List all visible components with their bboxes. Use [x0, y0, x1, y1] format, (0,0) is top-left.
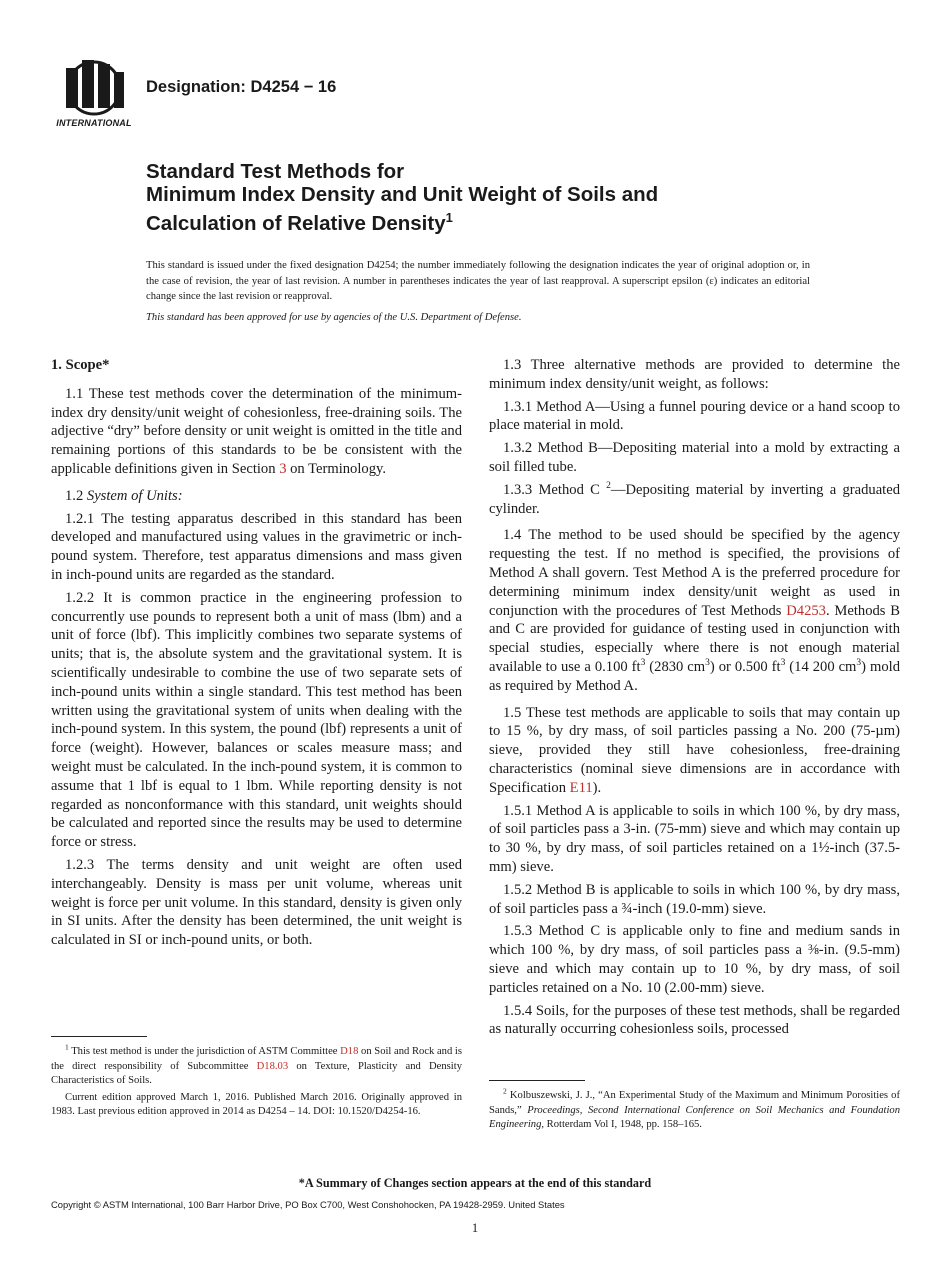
paragraph-1-3: 1.3 Three alternative methods are provided to determine the minimum index density/unit weight, as follows:	[489, 357, 900, 392]
footnote-italic-text: Proceedings, Second International Conference on Soil Mechanics and Foundation Engineering	[489, 1104, 901, 1130]
footnote-1-jurisdiction	[51, 1042, 462, 1089]
superscript: 3	[705, 658, 710, 669]
designation: Designation: D4254 − 16	[146, 78, 337, 96]
superscript: 3	[780, 658, 786, 669]
footnote-divider	[51, 1036, 147, 1037]
title-line-3-text: Calculation of Relative Density	[146, 211, 446, 235]
footnote-text: , Rotterdam Vol I, 1948, pp. 158–165.	[541, 1119, 702, 1130]
paragraph-1-3-1: 1.3.1 Method A—Using a funnel pouring device or a hand scoop to place material in mold.	[489, 398, 900, 434]
paragraph-1-3-3	[489, 481, 900, 519]
section-3-link[interactable]: 3	[279, 460, 287, 477]
paragraph-text: ).	[592, 779, 602, 796]
page-number: 1	[471, 1221, 479, 1235]
title-line-1: Standard Test Methods for	[146, 160, 405, 183]
d18-link[interactable]: D18	[340, 1046, 359, 1057]
paragraph-1-2-2: 1.2.2 It is common practice in the engineering profession to concurrently use pounds to represent both a unit of mass (lbm) and a unit of force (lbf). This implicitly combines two separate systems of units; that is, the absolute system and the gravitational system. It is scientifically undesirable to combine the use of two separate sets of inch-pound units within a single standard. This test method has been written using the gravitational system of units when dealing with the inch-pound system. In this system, the pound (lbf) represents a unit of force (weight). However, balances or scales measure mass; and weight must be calculated. In the inch-pound system, it is common to assume that 1 lbf is equal to 1 lbm. While reporting density is not regarded as nonconformance with this standard, unit weights should be calculated and reported since the results may be used to determine force or stress.	[51, 589, 462, 851]
paragraph-1-5	[489, 704, 900, 798]
footnote-text: on Texture, Plasticity and Density Characteristics of Soils.	[51, 1060, 462, 1086]
right-column	[489, 356, 900, 1043]
footnote-text: on Soil and Rock and is the direct responsibility of Subcommittee	[51, 1046, 462, 1072]
paragraph-text: 1.3.3 Method C	[503, 481, 607, 498]
footnote-1-edition: Current edition approved March 1, 2016. Published March 2016. Originally approved in 1983. Last previous edition approved in 2014 as D4254 – 14. DOI: 10.1520/D4254-16.	[51, 1091, 462, 1117]
paragraph-1-1	[51, 385, 462, 479]
superscript: 3	[856, 658, 862, 669]
superscript: 3	[640, 658, 646, 669]
paragraph-1-5-1: 1.5.1 Method A is applicable to soils in which 100 %, by dry mass, of soil particles pass a 3-in. (75-mm) sieve and which may contain up to 30 %, by dry mass, of soil particles retained on a 1½-inch (37.5-mm) sieve.	[489, 802, 900, 875]
designation-notice: This standard is issued under the fixed designation D4254; the number immediately following the designation indicates the year of original adoption or, in the case of revision, the year of last revision. A number in parentheses indicates the year of last reapproval. A superscript epsilon (ε) indicates an editorial change since the last revision or reapproval.	[146, 260, 810, 302]
footnote-1	[51, 1042, 462, 1122]
left-column	[51, 356, 462, 954]
dod-approval-notice: This standard has been approved for use by agencies of the U.S. Department of Defense.	[146, 312, 522, 323]
paragraph-text: (14 200 cm	[785, 658, 857, 675]
astm-logo-icon	[52, 60, 136, 132]
paragraph-text: 1.4 The method to be used should be specified by the agency requesting the test. If no method is specified, the provisions of Method A shall govern. Test Method A is the preferred procedure for determining minimum index density/unit weight as used in conjunction with the procedures of Test Methods	[489, 527, 900, 619]
footnote-divider	[489, 1080, 585, 1081]
d18-03-link[interactable]: D18.03	[256, 1060, 289, 1072]
paragraph-text: 1.1 These test methods cover the determination of the minimum-index dry density/unit weight of cohesionless, free-draining soils. The adjective “dry” before density or unit weight is omitted in the title and remaining portions of this standards to be be consistent with the applicable definitions given in Section	[51, 385, 462, 477]
paragraph-title: System of Units:	[86, 487, 183, 504]
paragraph-1-5-3: 1.5.3 Method C is applicable only to fine and medium sands in which 100 %, by dry mass, of soil particles pass a ⅜-in. (9.5-mm) sieve and which may contain up to 10 %, by dry mass, of soil particles retained on a No. 10 (2.00-mm) sieve.	[489, 923, 900, 996]
paragraph-1-2-3: 1.2.3 The terms density and unit weight are often used interchangeably. Density is mass per unit volume, whereas unit weight is force per unit volume. In this standard, density is given only in SI units. After the density has been determined, the unit weight is calculated in SI or inch-pound units, or both.	[51, 856, 462, 949]
paragraph-number: 1.2	[65, 487, 87, 504]
title-footnote-mark: 1	[445, 210, 453, 225]
paragraph-1-4	[489, 526, 900, 695]
title-line-3	[146, 206, 866, 235]
document-title	[146, 160, 866, 235]
footnote-2	[489, 1086, 901, 1135]
paragraph-1-5-4: 1.5.4 Soils, for the purposes of these test methods, shall be regarded as naturally occurring cohesionless soils, processed	[489, 1002, 900, 1038]
paragraph-text: —Depositing material by inverting a graduated cylinder.	[489, 481, 900, 517]
paragraph-text: . Methods B and C are provided for guidance of testing used in conjunction with special studies, especially where there is not enough material available to use a 0.100 ft	[489, 602, 900, 675]
paragraph-1-5-2: 1.5.2 Method B is applicable to soils in which 100 %, by dry mass, of soil particles pass a ¾-inch (19.0-mm) sieve.	[489, 881, 900, 917]
logo-wordmark: INTERNATIONAL	[56, 118, 132, 128]
e11-link[interactable]: E11	[569, 779, 593, 796]
paragraph-1-2-1: 1.2.1 The testing apparatus described in this standard has been developed and manufactured using values in the gravimetric or inch-pound system. Therefore, test apparatus dimensions and mass given in inch-pound units are regarded as the standard.	[51, 510, 462, 583]
paragraph-1-2	[51, 487, 462, 506]
footnote-mark: 1	[65, 1042, 69, 1052]
paragraph-text: on Terminology.	[286, 460, 386, 477]
summary-of-changes-note: *A Summary of Changes section appears at the end of this standard	[298, 1176, 652, 1190]
paragraph-text: 1.5 These test methods are applicable to soils that may contain up to 15 %, by dry mass, of soil particles passing a No. 200 (75-µm) sieve, provided they still have cohesionless, free-draining characteristics (nominal sieve dimensions are in accordance with Specification	[489, 704, 900, 796]
footnote-text: Kolbuszewski, J. J., “An Experimental Study of the Maximum and Minimum Porosities of Sands,”	[489, 1090, 900, 1116]
footnote-2-reference	[489, 1086, 901, 1133]
paragraph-1-3-2: 1.3.2 Method B—Depositing material into a mold by extracting a soil filled tube.	[489, 440, 900, 475]
section-heading-scope: 1. Scope*	[51, 357, 110, 373]
footnote-mark: 2	[606, 480, 611, 491]
paragraph-text: ) mold as required by Method A.	[489, 658, 901, 694]
paragraph-text: ) or 0.500 ft	[709, 658, 781, 675]
d4253-link[interactable]: D4253	[786, 602, 826, 619]
footnote-mark: 2	[503, 1086, 507, 1096]
copyright-line: Copyright © ASTM International, 100 Barr Harbor Drive, PO Box C700, West Conshohocken, PA 19428-2959. United States	[51, 1199, 565, 1210]
paragraph-text: (2830 cm	[645, 658, 706, 675]
footnote-text: This test method is under the jurisdiction of ASTM Committee	[68, 1046, 341, 1057]
title-line-2: Minimum Index Density and Unit Weight of Soils and	[146, 183, 659, 206]
